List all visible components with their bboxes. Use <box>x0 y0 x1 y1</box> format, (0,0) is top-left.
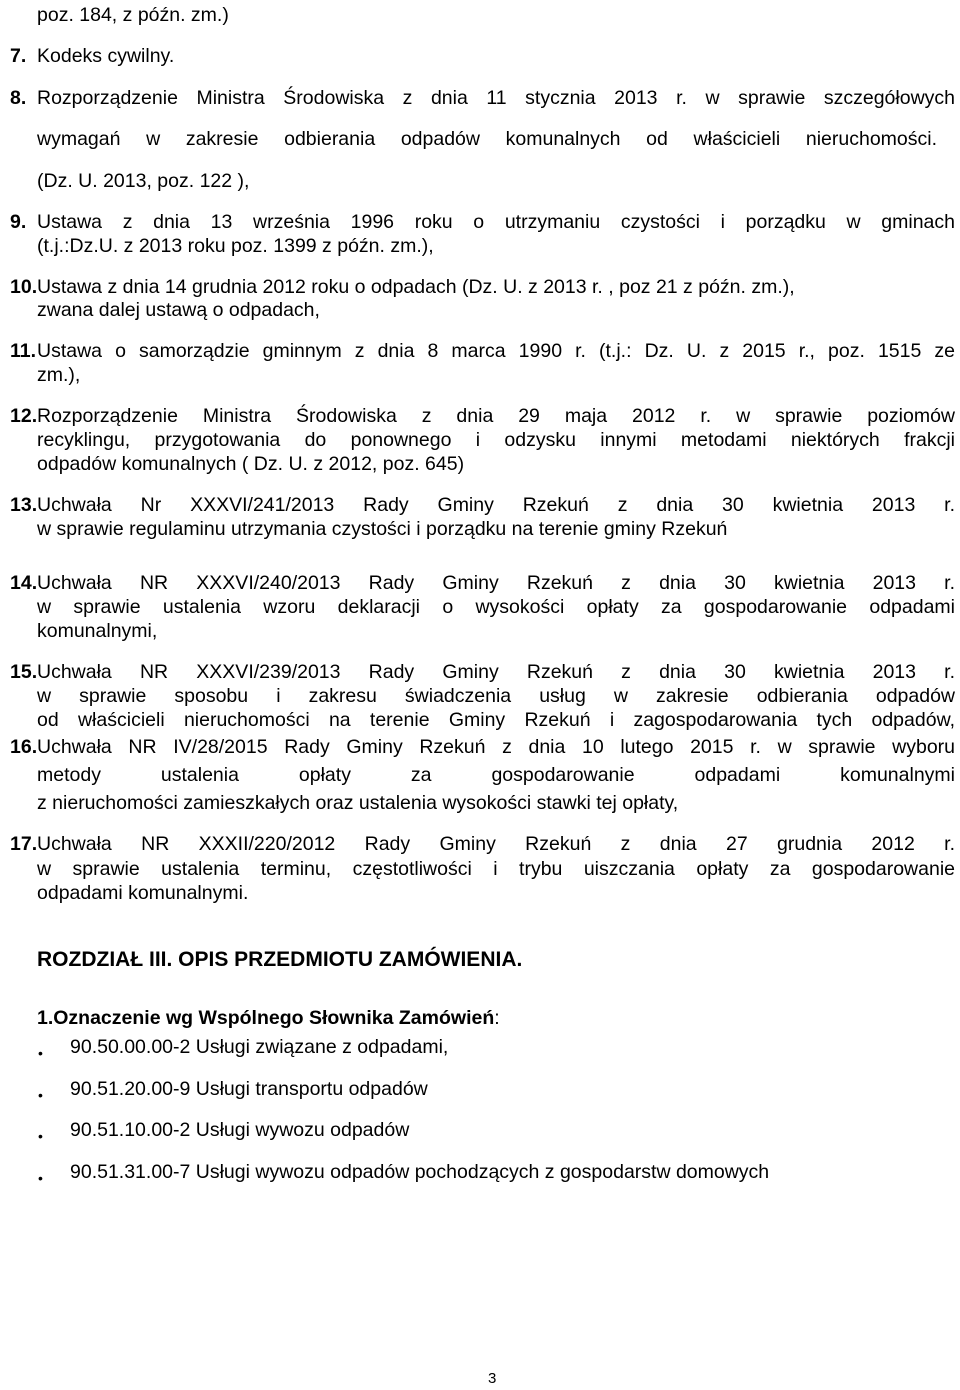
list-item-number: 10. <box>10 276 38 298</box>
list-item-number: 16. <box>10 736 38 758</box>
bullet-icon: • <box>38 1128 43 1144</box>
list-item-text: w sprawie regulaminu utrzymania czystości i porządku na terenie gminy Rzekuń <box>37 518 728 540</box>
list-item-text: z nieruchomości zamieszkałych oraz ustalenia wysokości stawki tej opłaty, <box>37 792 679 814</box>
page-number: 3 <box>488 1370 497 1387</box>
list-item-number: 11. <box>10 340 37 362</box>
list-item-text: Rozporządzenie Ministra Środowiska z dnia 29 maja 2012 r. w sprawie poziomów <box>37 405 955 427</box>
list-item-text: (Dz. U. 2013, poz. 122 ), <box>37 170 250 192</box>
list-item-text: metody ustalenia opłaty za gospodarowanie odpadami komunalnymi <box>37 764 955 786</box>
list-item-text: Ustawa o samorządzie gminnym z dnia 8 marca 1990 r. (t.j.: Dz. U. z 2015 r., poz. 1515 ze <box>37 340 955 362</box>
cpv-code-item: 90.51.31.00-7 Usługi wywozu odpadów pochodzących z gospodarstw domowych <box>70 1161 770 1183</box>
list-item-text: w sprawie ustalenia terminu, częstotliwości i trybu uiszczania opłaty za gospodarowanie <box>37 858 955 880</box>
list-item-text: Uchwała NR XXXII/220/2012 Rady Gminy Rzekuń z dnia 27 grudnia 2012 r. <box>37 833 955 855</box>
list-item-number: 13. <box>10 494 38 516</box>
bullet-icon: • <box>38 1170 43 1186</box>
list-item-text: Uchwała NR XXXVI/240/2013 Rady Gminy Rzekuń z dnia 30 kwietnia 2013 r. <box>37 572 955 594</box>
list-item-text: odpadami komunalnymi. <box>37 882 249 904</box>
bullet-icon: • <box>38 1045 43 1061</box>
list-item-text: zm.), <box>37 364 81 386</box>
list-item-number: 7. <box>10 45 27 67</box>
list-item-text: wymagań w zakresie odbierania odpadów komunalnych od właścicieli nieruchomości. <box>37 128 937 150</box>
bullet-icon: • <box>38 1087 43 1103</box>
list-item-text: Uchwała NR IV/28/2015 Rady Gminy Rzekuń z dnia 10 lutego 2015 r. w sprawie wyboru <box>37 736 955 758</box>
list-item-text: w sprawie ustalenia wzoru deklaracji o wysokości opłaty za gospodarowanie odpadami <box>37 596 955 618</box>
list-item-text: Ustawa z dnia 14 grudnia 2012 roku o odpadach (Dz. U. z 2013 r. , poz 21 z późn. zm.), <box>37 276 795 298</box>
list-item-text: odpadów komunalnych ( Dz. U. z 2012, poz. 645) <box>37 453 465 475</box>
list-item-text: Ustawa z dnia 13 września 1996 roku o utrzymaniu czystości i porządku w gminach <box>37 211 955 233</box>
cpv-code-item: 90.50.00.00-2 Usługi związane z odpadami, <box>70 1036 449 1058</box>
list-item-text: (t.j.:Dz.U. z 2013 roku poz. 1399 z późn. zm.), <box>37 235 434 257</box>
list-item-text: recyklingu, przygotowania do ponownego i odzysku innymi metodami niektórych frakcji <box>37 429 955 451</box>
list-item-text: komunalnymi, <box>37 620 158 642</box>
list-item-number: 15. <box>10 661 38 683</box>
list-item-number: 12. <box>10 405 38 427</box>
chapter-heading: ROZDZIAŁ III. OPIS PRZEDMIOTU ZAMÓWIENIA. <box>37 948 523 971</box>
list-item-text: zwana dalej ustawą o odpadach, <box>37 299 320 321</box>
cpv-heading <box>37 1007 500 1029</box>
list-item-number: 17. <box>10 833 38 855</box>
list-item-continuation: poz. 184, z późn. zm.) <box>37 4 229 26</box>
cpv-code-item: 90.51.10.00-2 Usługi wywozu odpadów <box>70 1119 410 1141</box>
list-item-text: w sprawie sposobu i zakresu świadczenia usług w zakresie odbierania odpadów <box>37 685 955 707</box>
list-item-text: Kodeks cywilny. <box>37 45 175 67</box>
list-item-number: 14. <box>10 572 38 594</box>
list-item-number: 8. <box>10 87 27 109</box>
list-item-text: Uchwała NR XXXVI/239/2013 Rady Gminy Rzekuń z dnia 30 kwietnia 2013 r. <box>37 661 955 683</box>
cpv-heading-text: 1.Oznaczenie wg Wspólnego Słownika Zamówień <box>37 1007 495 1029</box>
list-item-text: Uchwała Nr XXXVI/241/2013 Rady Gminy Rzekuń z dnia 30 kwietnia 2013 r. <box>37 494 955 516</box>
cpv-code-item: 90.51.20.00-9 Usługi transportu odpadów <box>70 1078 428 1100</box>
list-item-text: od właścicieli nieruchomości na terenie Gminy Rzekuń i zagospodarowania tych odpadów, <box>37 709 955 731</box>
list-item-text: Rozporządzenie Ministra Środowiska z dnia 11 stycznia 2013 r. w sprawie szczegółowych <box>37 87 955 109</box>
list-item-number: 9. <box>10 211 27 233</box>
cpv-heading-suffix: : <box>494 1007 500 1029</box>
